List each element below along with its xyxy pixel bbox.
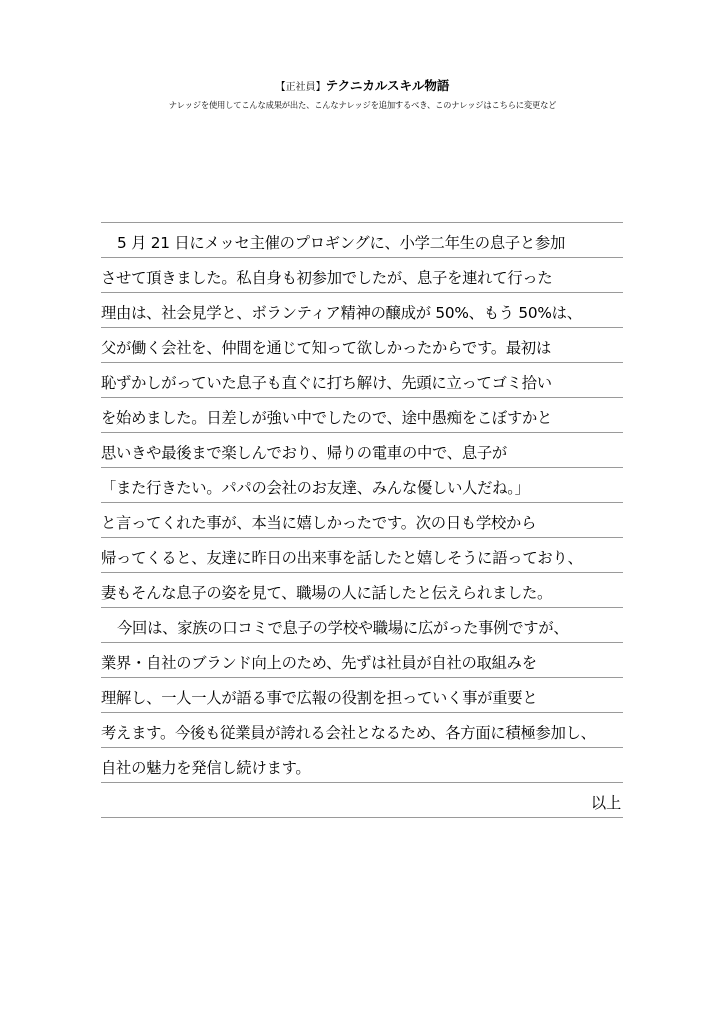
body-line: 思いきや最後まで楽しんでおり、帰りの電車の中で、息子が: [101, 433, 623, 468]
body-line: と言ってくれた事が、本当に嬉しかったです。次の日も学校から: [101, 503, 623, 538]
document-title: [0, 78, 725, 96]
document-subtitle: ナレッジを使用してこんな成果が出た、こんなナレッジを追加するべき、このナレッジはこちらに変更など: [168, 100, 557, 110]
employee-type-tag: 【正社員】: [275, 82, 326, 93]
body-line: 考えます。今後も従業員が誇れる会社となるため、各方面に積極参加し、: [101, 713, 623, 748]
body-line: 妻もそんな息子の姿を見て、職場の人に話したと伝えられました。: [101, 573, 623, 608]
body-line: 帰ってくると、友達に昨日の出来事を話したと嬉しそうに語っており、: [101, 538, 623, 573]
body-line: 業界・自社のブランド向上のため、先ずは社員が自社の取組みを: [101, 643, 623, 678]
body-line: 今回は、家族の口コミで息子の学校や職場に広がった事例ですが、: [101, 608, 623, 643]
body-line: 恥ずかしがっていた息子も直ぐに打ち解け、先頭に立ってゴミ拾い: [101, 363, 623, 398]
closing-line: 以上: [101, 783, 623, 818]
body-line: 理解し、一人一人が語る事で広報の役割を担っていく事が重要と: [101, 678, 623, 713]
body-line: 自社の魅力を発信し続けます。: [101, 748, 623, 783]
ruled-text-body: [101, 222, 623, 818]
body-line: 理由は、社会見学と、ボランティア精神の醸成が 50%、もう 50%は、: [101, 293, 623, 328]
body-line: 「また行きたい。パパの会社のお友達、みんな優しい人だね。」: [101, 468, 623, 503]
body-line: 父が働く会社を、仲間を通じて知って欲しかったからです。最初は: [101, 328, 623, 363]
body-line: を始めました。日差しが強い中でしたので、途中愚痴をこぼすかと: [101, 398, 623, 433]
story-title: テクニカルスキル物語: [325, 78, 450, 93]
body-line: させて頂きました。私自身も初参加でしたが、息子を連れて行った: [101, 258, 623, 293]
body-line: 5 月 21 日にメッセ主催のプロギングに、小学二年生の息子と参加: [101, 223, 623, 258]
